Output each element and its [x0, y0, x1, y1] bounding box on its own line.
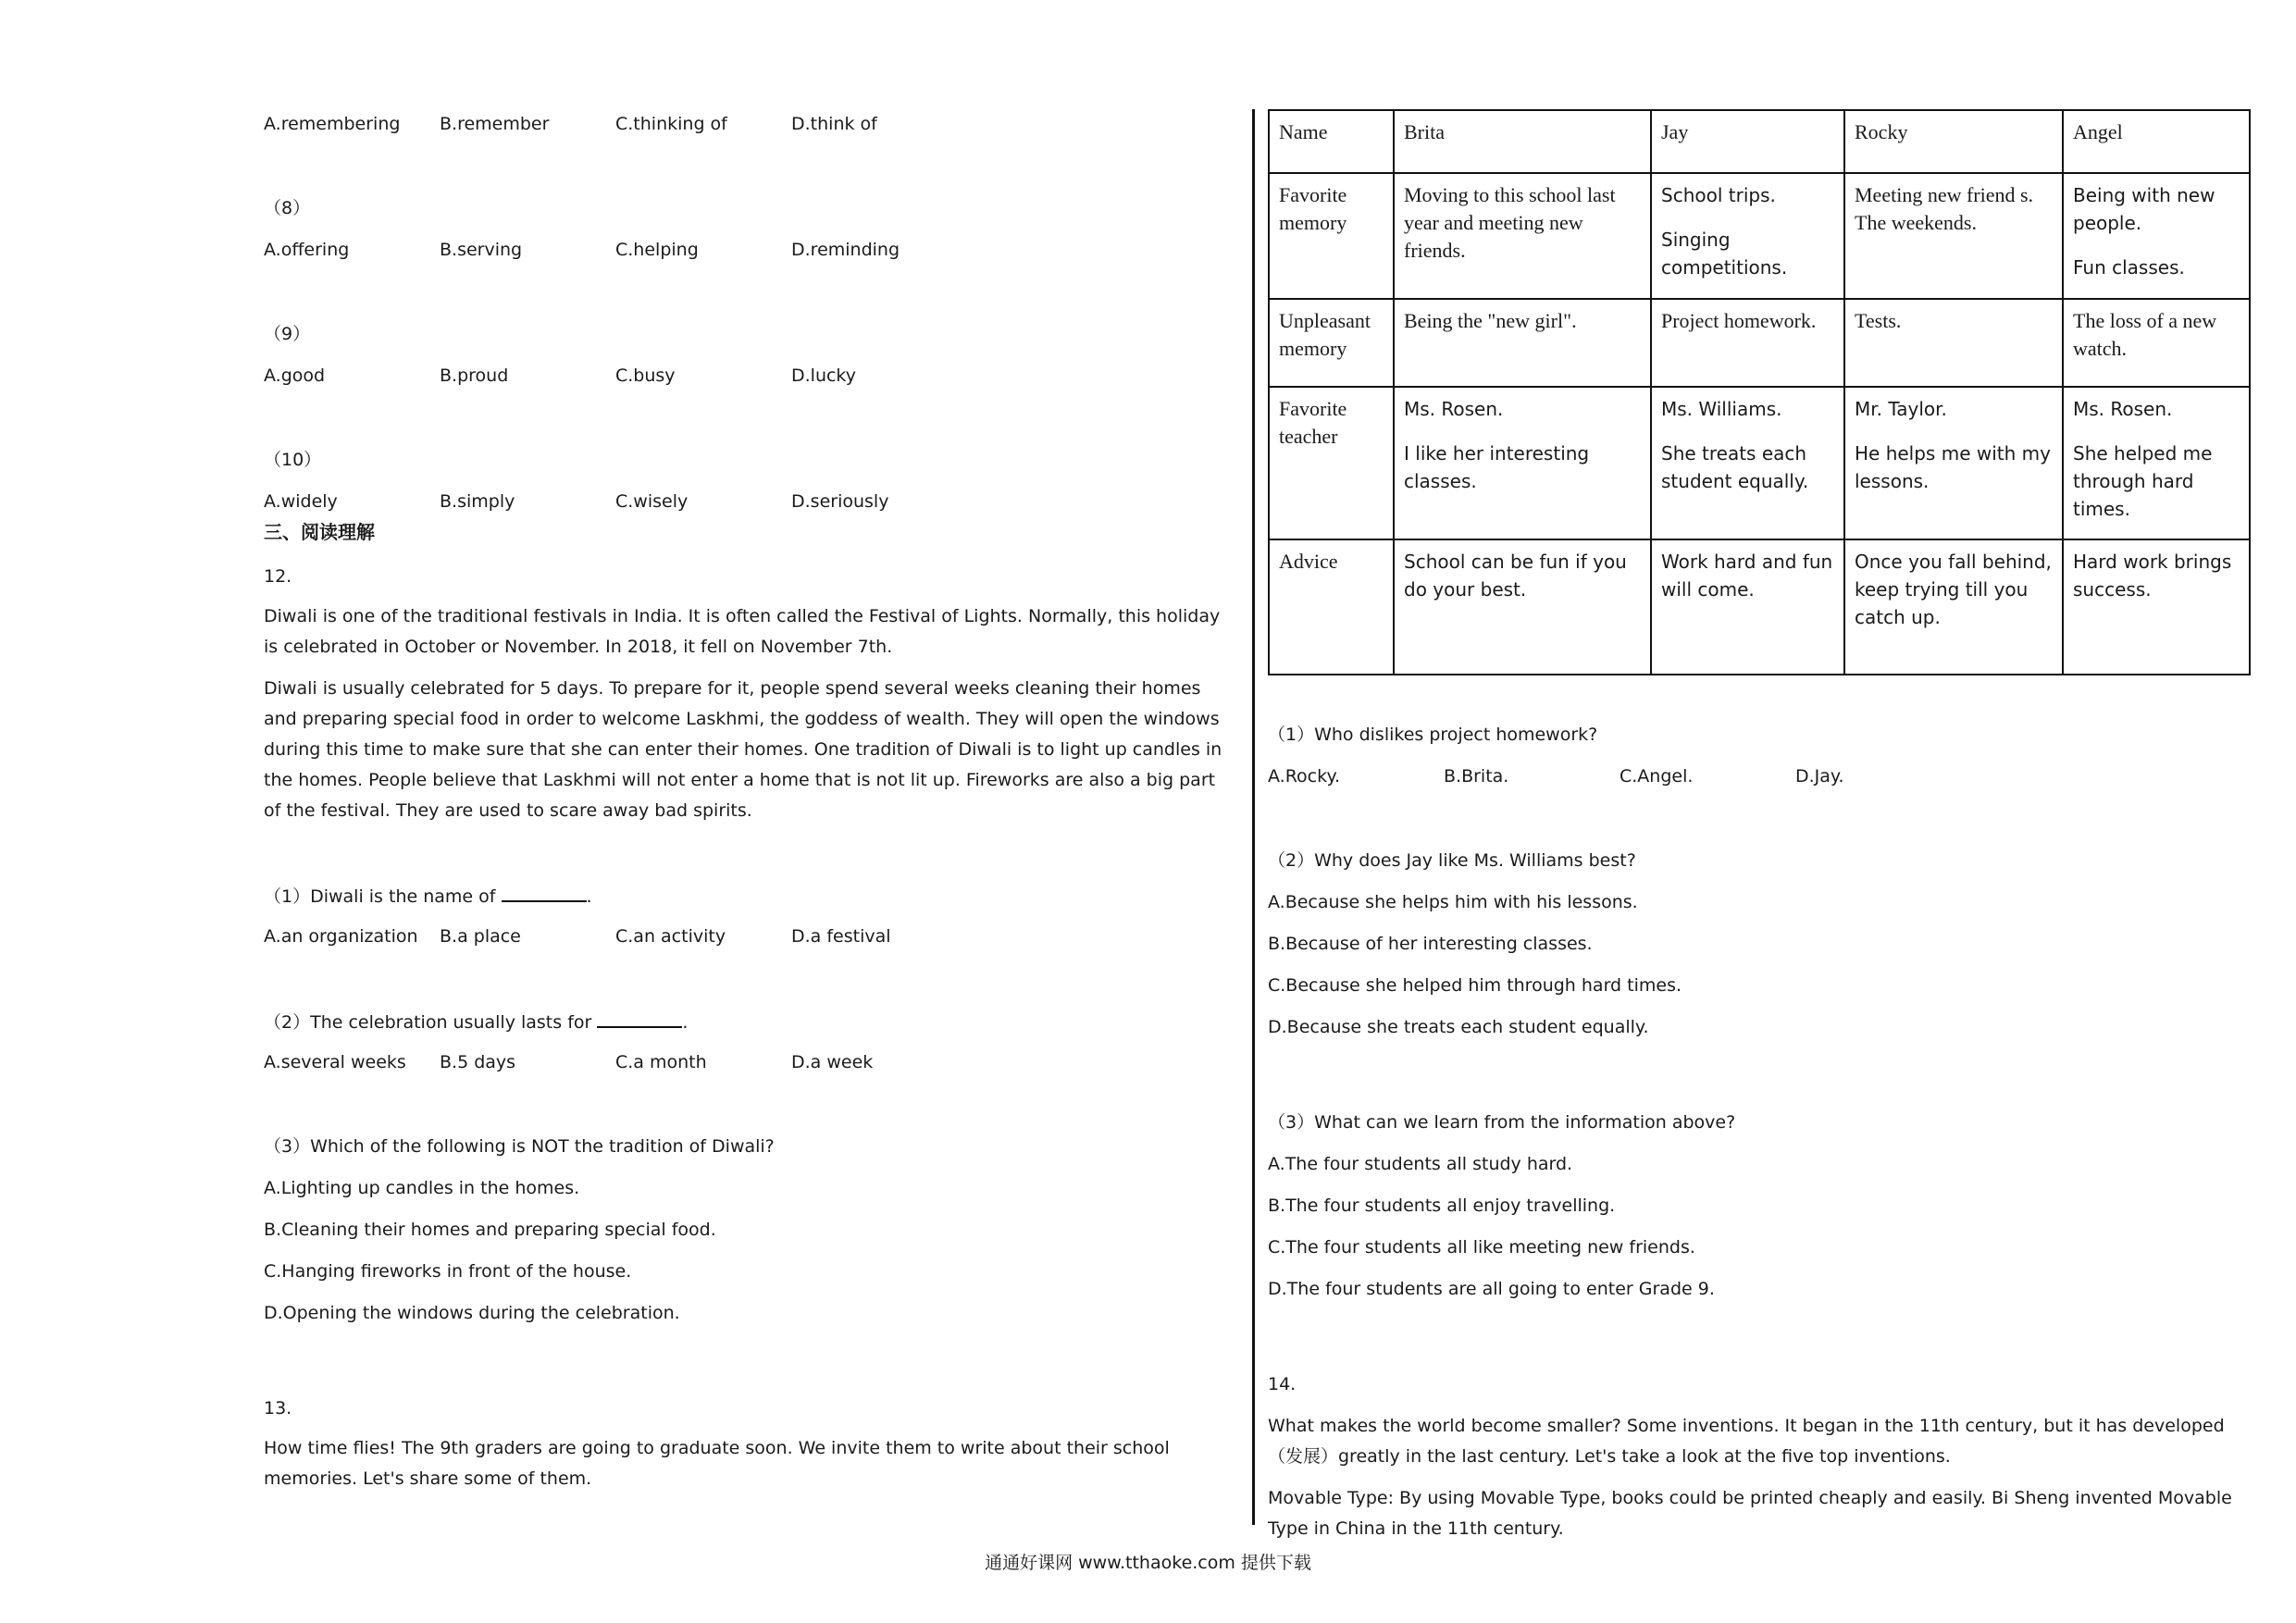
option-a[interactable]: A.Because she helps him with his lessons.	[1268, 892, 1638, 912]
row-label: Advice	[1269, 539, 1394, 675]
section-title: 三、阅读理解	[264, 521, 375, 543]
memories-table	[1268, 109, 2251, 675]
answer-blank[interactable]	[597, 1006, 682, 1028]
table-row	[1269, 299, 2250, 387]
question-number-14: 14.	[1268, 1374, 1297, 1394]
question-number-12: 12.	[264, 566, 292, 587]
table-cell	[1394, 387, 1651, 539]
passage-paragraph: Diwali is usually celebrated for 5 days. To prepare for it, people spend several weeks cleaning their homes and preparing special food in order to welcome Laskhmi, the goddess of wealth. They will open the windows during this time to make sure that she can enter their homes. One tradition of Diwali is to light up candles in the homes. People believe that Laskhmi will not enter a home that is not lit up. Fireworks are also a big part of the festival. They are used to scare away bad spirits.	[264, 678, 1222, 821]
cell-line: I like her interesting classes.	[1404, 442, 1590, 492]
option-b[interactable]: B.remember	[440, 114, 550, 134]
q9-label: （9）	[264, 324, 311, 344]
question-12-2: （2）The celebration usually lasts for .	[264, 1006, 1234, 1036]
cell-line: She treats each student equally.	[1661, 442, 1809, 492]
option-a[interactable]: A.good	[264, 365, 326, 386]
option-c[interactable]: C.Because she helped him through hard times.	[1268, 975, 1682, 996]
option-b[interactable]: B.Brita.	[1444, 766, 1509, 787]
cell-line: The weekends.	[1855, 211, 1977, 234]
option-d[interactable]: D.The four students are all going to enter Grade 9.	[1268, 1279, 1715, 1299]
table-cell	[2063, 387, 2250, 539]
question-text: （2）The celebration usually lasts for	[264, 1012, 592, 1033]
row-label: Unpleasant memory	[1269, 299, 1394, 387]
option-c[interactable]: C.an activity	[615, 926, 726, 947]
option-c[interactable]: C.The four students all like meeting new friends.	[1268, 1237, 1695, 1258]
right-column	[1268, 109, 2251, 1555]
option-b[interactable]: B.serving	[440, 240, 523, 260]
option-c[interactable]: C.busy	[615, 365, 676, 386]
q12-2-options	[264, 1047, 1234, 1078]
option-c[interactable]: C.Hanging fireworks in front of the house.	[264, 1261, 632, 1282]
table-cell	[1651, 387, 1844, 539]
passage-paragraph: What makes the world become smaller? Some inventions. It began in the 11th century, but it has developed（发展）greatly in the last century. Let's take a look at the five top inventions.	[1268, 1416, 2225, 1467]
row-label: Favorite teacher	[1269, 387, 1394, 539]
option-c[interactable]: C.thinking of	[615, 114, 727, 134]
option-a[interactable]: A.The four students all study hard.	[1268, 1154, 1573, 1174]
answer-blank[interactable]	[502, 880, 587, 902]
table-cell: Tests.	[1844, 299, 2063, 387]
cell-line: School trips.	[1661, 184, 1776, 206]
cell-line: She helped me through hard times.	[2073, 442, 2213, 520]
option-c[interactable]: C.helping	[615, 240, 699, 260]
cell-line: Ms. Rosen.	[1404, 398, 1504, 420]
table-cell: The loss of a new watch.	[2063, 299, 2250, 387]
q8-label: （8）	[264, 198, 311, 218]
table-header-row	[1269, 110, 2250, 173]
q9-options	[264, 361, 1234, 391]
question-12-3: （3）Which of the following is NOT the tradition of Diwali?	[264, 1136, 775, 1157]
table-cell: Being the "new girl".	[1394, 299, 1651, 387]
option-c[interactable]: C.a month	[615, 1052, 707, 1072]
row-label: Favorite memory	[1269, 173, 1394, 299]
header-cell: Jay	[1651, 110, 1844, 173]
question-13-3: （3）What can we learn from the information above?	[1268, 1112, 1736, 1133]
option-a[interactable]: A.widely	[264, 491, 338, 512]
question-13-2: （2）Why does Jay like Ms. Williams best?	[1268, 850, 1636, 871]
option-b[interactable]: B.5 days	[440, 1052, 516, 1072]
option-d[interactable]: D.seriously	[791, 491, 889, 512]
column-divider	[1252, 109, 1255, 1525]
passage-intro: How time flies! The 9th graders are going to graduate soon. We invite them to write about their school memories. Let's share some of them.	[264, 1438, 1170, 1489]
table-cell: Project homework.	[1651, 299, 1844, 387]
option-d[interactable]: D.think of	[791, 114, 877, 134]
header-cell: Rocky	[1844, 110, 2063, 173]
option-a[interactable]: A.several weeks	[264, 1052, 406, 1072]
option-b[interactable]: B.Because of her interesting classes.	[1268, 934, 1593, 954]
passage-paragraph: Diwali is one of the traditional festivals in India. It is often called the Festival of Lights. Normally, this holiday is celebrated in October or November. In 2018, it fell on November 7th.	[264, 606, 1221, 657]
cell-line: Ms. Williams.	[1661, 398, 1782, 420]
cell-line: Singing competitions.	[1661, 229, 1788, 279]
option-b[interactable]: B.Cleaning their homes and preparing special food.	[264, 1220, 716, 1240]
option-a[interactable]: A.remembering	[264, 114, 401, 134]
table-cell: Hard work brings success.	[2063, 539, 2250, 675]
question-text: （1）Diwali is the name of	[264, 886, 496, 907]
table-cell: Work hard and fun will come.	[1651, 539, 1844, 675]
table-row	[1269, 539, 2250, 675]
table-cell: School can be fun if you do your best.	[1394, 539, 1651, 675]
table-cell	[1844, 173, 2063, 299]
table-cell: Once you fall behind, keep trying till you catch up.	[1844, 539, 2063, 675]
q12-1-options	[264, 922, 1234, 952]
option-a[interactable]: A.Lighting up candles in the homes.	[264, 1178, 580, 1198]
question-number-13: 13.	[264, 1398, 292, 1419]
q10-label: （10）	[264, 450, 322, 470]
header-cell: Brita	[1394, 110, 1651, 173]
question-13-1: （1）Who dislikes project homework?	[1268, 725, 1598, 745]
cell-line: Being with new people.	[2073, 184, 2215, 234]
cell-line: He helps me with my lessons.	[1855, 442, 2051, 492]
q8-options	[264, 235, 1234, 266]
option-d[interactable]: D.lucky	[791, 365, 857, 386]
option-b[interactable]: B.a place	[440, 926, 521, 947]
option-c[interactable]: C.Angel.	[1620, 766, 1694, 787]
table-cell	[2063, 173, 2250, 299]
question-12-1: （1）Diwali is the name of .	[264, 880, 1234, 911]
cell-line: Meeting new friend s.	[1855, 183, 2034, 206]
option-b[interactable]: B.proud	[440, 365, 509, 386]
table-cell	[1651, 173, 1844, 299]
q10-options	[264, 487, 1234, 517]
option-a[interactable]: A.an organization	[264, 926, 418, 947]
q13-1-options	[1268, 762, 2251, 792]
option-d[interactable]: D.reminding	[791, 240, 900, 260]
option-d[interactable]: D.Because she treats each student equally.	[1268, 1017, 1649, 1037]
table-row	[1269, 387, 2250, 539]
option-b[interactable]: B.simply	[440, 491, 515, 512]
option-b[interactable]: B.The four students all enjoy travelling.	[1268, 1196, 1616, 1216]
option-d[interactable]: D.a week	[791, 1052, 874, 1072]
option-a[interactable]: A.offering	[264, 240, 350, 260]
table-cell	[1844, 387, 2063, 539]
q7-options	[264, 109, 1234, 140]
left-column	[264, 109, 1234, 1505]
passage-paragraph: Movable Type: By using Movable Type, books could be printed cheaply and easily. Bi Sheng invented Movable Type in China in the 11th century.	[1268, 1488, 2232, 1539]
option-d[interactable]: D.Opening the windows during the celebration.	[264, 1303, 680, 1323]
header-cell: Angel	[2063, 110, 2250, 173]
option-a[interactable]: A.Rocky.	[1268, 766, 1341, 787]
table-cell: Moving to this school last year and meeting new friends.	[1394, 173, 1651, 299]
option-c[interactable]: C.wisely	[615, 491, 689, 512]
option-d[interactable]: D.a festival	[791, 926, 891, 947]
cell-line: Ms. Rosen.	[2073, 398, 2173, 420]
footer-credit: 通通好课网 www.tthaoke.com 提供下载	[985, 1553, 1311, 1573]
table-row	[1269, 173, 2250, 299]
option-d[interactable]: D.Jay.	[1795, 766, 1844, 787]
header-cell: Name	[1269, 110, 1394, 173]
cell-line: Fun classes.	[2073, 256, 2185, 279]
cell-line: Mr. Taylor.	[1855, 398, 1947, 420]
